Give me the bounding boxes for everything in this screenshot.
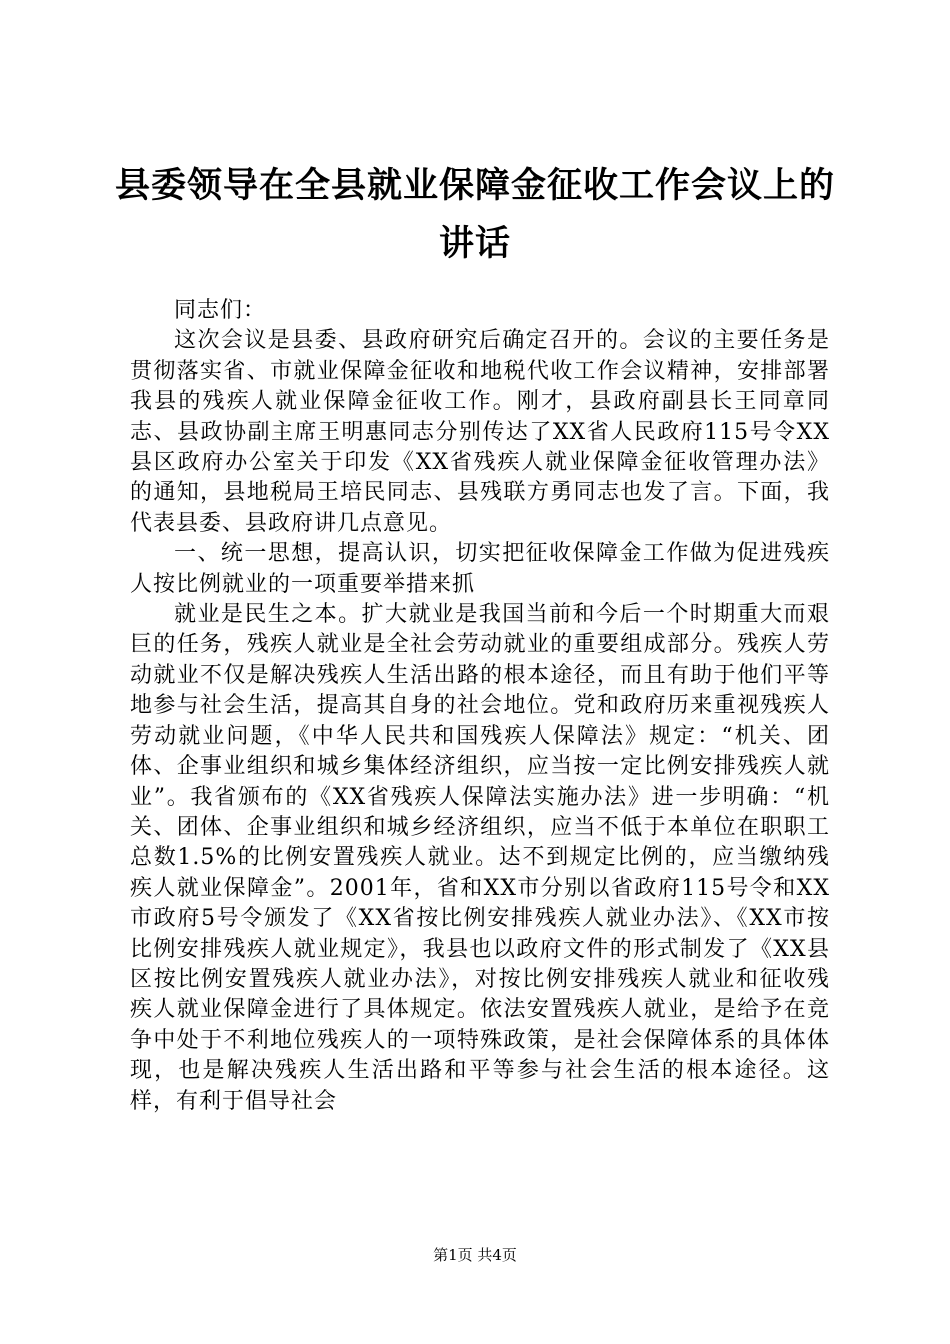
document-title-line-1: 县委领导在全县就业保障金征收工作会议上的	[114, 166, 835, 206]
document-body	[130, 296, 830, 1117]
section-heading: 一、统一思想，提高认识，切实把征收保障金工作做为促进残疾人按比例就业的一项重要举措来抓	[130, 541, 830, 597]
document-title-line-2: 讲话	[438, 224, 511, 264]
body-paragraph: 就业是民生之本。扩大就业是我国当前和今后一个时期重大而艰巨的任务，残疾人就业是全社会劳动就业的重要组成部分。残疾人劳动就业不仅是解决残疾人生活出路的根本途径，而且有助于他们平等地参与社会生活，提高其自身的社会地位。党和政府历来重视残疾人劳动就业问题，《中华人民共和国残疾人保障法》规定：“机关、团体、企事业组织和城乡集体经济组织，应当按一定比例安排残疾人就业”。我省颁布的《XX省残疾人保障法实施办法》进一步明确：“机关、团体、企事业组织和城乡经济组织，应当不低于本单位在职职工总数1.5%的比例安置残疾人就业。达不到规定比例的，应当缴纳残疾人就业保障金”。2001年，省和XX市分别以省政府115号令和XX市政府5号令颁发了《XX省按比例安排残疾人就业办法》、《XX市按比例安排残疾人就业规定》，我县也以政府文件的形式制发了《XX县区按比例安置残疾人就业办法》，对按比例安排残疾人就业和征收残疾人就业保障金进行了具体规定。依法安置残疾人就业，是给予在竞争中处于不利地位残疾人的一项特殊政策，是社会保障体系的具体体现，也是解决残疾人生活出路和平等参与社会生活的根本途径。这样，有利于倡导社会	[130, 602, 830, 1114]
page-footer: 第1页 共4页	[433, 1246, 517, 1264]
salutation: 同志们：	[174, 298, 267, 323]
body-paragraph: 这次会议是县委、县政府研究后确定召开的。会议的主要任务是贯彻落实省、市就业保障金征收和地税代收工作会议精神，安排部署我县的残疾人就业保障金征收工作。刚才，县政府副县长王同章同志、县政协副主席王明惠同志分别传达了XX省人民政府115号令XX县区政府办公室关于印发《XX省残疾人就业保障金征收管理办法》的通知，县地税局王培民同志、县残联方勇同志也发了言。下面，我代表县委、县政府讲几点意见。	[130, 328, 830, 536]
